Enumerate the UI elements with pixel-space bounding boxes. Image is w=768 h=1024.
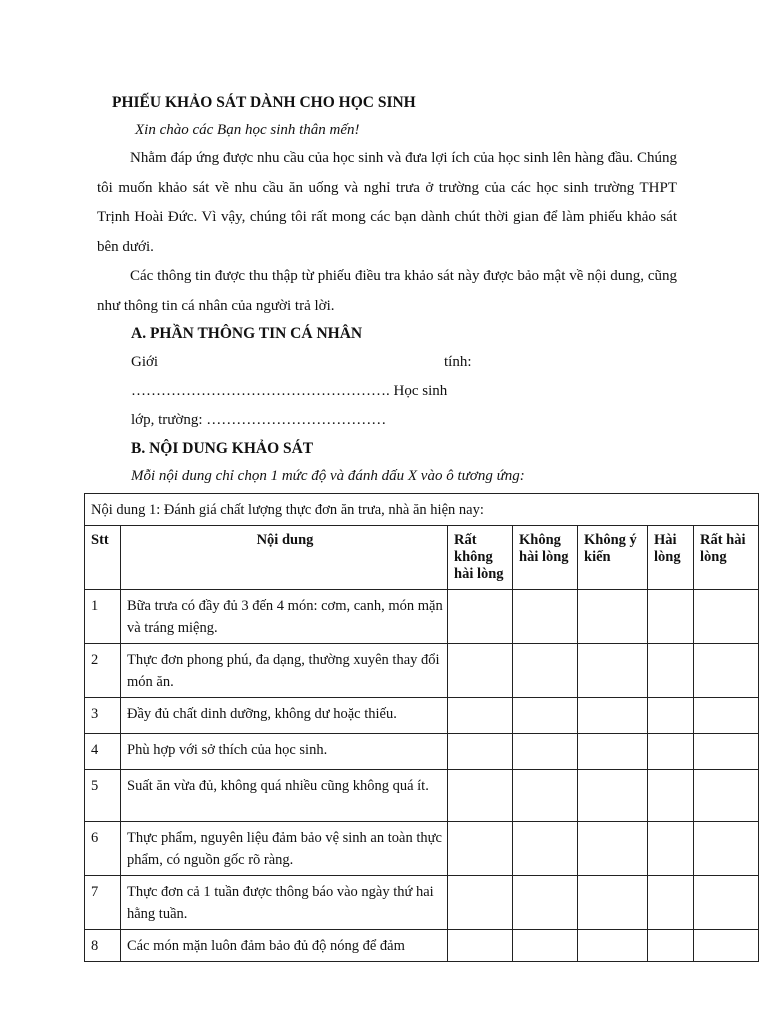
rating-cell[interactable]: [448, 698, 513, 734]
rating-cell[interactable]: [578, 698, 648, 734]
rating-cell[interactable]: [578, 876, 648, 930]
privacy-paragraph: Các thông tin được thu thập từ phiếu điều tra khảo sát này được bảo mật về nội dung, cũng như thông tin cá nhân của người trả lời.: [97, 268, 677, 314]
rating-cell[interactable]: [448, 770, 513, 822]
rating-cell[interactable]: [694, 876, 759, 930]
rating-cell[interactable]: [694, 644, 759, 698]
rating-cell[interactable]: [578, 822, 648, 876]
row-number: 8: [85, 930, 121, 962]
instruction-text: Mỗi nội dung chỉ chọn 1 mức độ và đánh dấu X vào ô tương ứng:: [131, 468, 525, 484]
row-content: Bữa trưa có đầy đủ 3 đến 4 món: cơm, canh, món mặn và tráng miệng.: [121, 590, 448, 644]
rating-cell[interactable]: [648, 930, 694, 962]
rating-cell[interactable]: [513, 930, 578, 962]
rating-cell[interactable]: [648, 822, 694, 876]
section-a-heading: A. PHẦN THÔNG TIN CÁ NHÂN: [131, 325, 363, 342]
rating-cell[interactable]: [513, 876, 578, 930]
rating-cell[interactable]: [578, 590, 648, 644]
rating-cell[interactable]: [578, 734, 648, 770]
table-row: [85, 734, 759, 770]
survey-table: [84, 493, 759, 962]
table-row: [85, 822, 759, 876]
rating-cell[interactable]: [694, 930, 759, 962]
rating-cell[interactable]: [578, 644, 648, 698]
rating-cell[interactable]: [648, 644, 694, 698]
rating-cell[interactable]: [448, 822, 513, 876]
rating-cell[interactable]: [578, 770, 648, 822]
table-row: [85, 770, 759, 822]
rating-cell[interactable]: [694, 698, 759, 734]
header-content: Nội dung: [121, 526, 448, 590]
rating-cell[interactable]: [513, 644, 578, 698]
rating-cell[interactable]: [694, 770, 759, 822]
intro-paragraph: Nhằm đáp ứng được nhu cầu của học sinh và đưa lợi ích của học sinh lên hàng đầu. Chúng tôi muốn khảo sát về nhu cầu ăn uống và nghỉ trưa ở trường của các học sinh trường THPT Trịnh Hoài Đức. Vì vậy, chúng tôi rất mong các bạn dành chút thời gian để làm phiếu khảo sát bên dưới.: [97, 150, 677, 255]
rating-cell[interactable]: [513, 822, 578, 876]
table-header-row: [85, 526, 759, 590]
header-very-unsatisfied: Rất không hài lòng: [448, 526, 513, 590]
row-content: Các món mặn luôn đảm bảo đủ độ nóng để đảm: [121, 930, 448, 962]
rating-cell[interactable]: [578, 930, 648, 962]
rating-cell[interactable]: [648, 734, 694, 770]
table-row: [85, 644, 759, 698]
rating-cell[interactable]: [513, 734, 578, 770]
header-unsatisfied: Không hài lòng: [513, 526, 578, 590]
table-row: [85, 930, 759, 962]
rating-cell[interactable]: [448, 930, 513, 962]
rating-cell[interactable]: [648, 876, 694, 930]
row-content: Phù hợp với sở thích của học sinh.: [121, 734, 448, 770]
rating-cell[interactable]: [694, 590, 759, 644]
rating-cell[interactable]: [448, 590, 513, 644]
row-number: 6: [85, 822, 121, 876]
student-dots-line: ……………………………………………. Học sinh: [131, 383, 448, 399]
gender-label-suffix: tính:: [444, 354, 472, 370]
section-b-heading: B. NỘI DUNG KHẢO SÁT: [131, 440, 314, 457]
class-school-line: lớp, trường: ………………………………: [131, 412, 387, 428]
rating-cell[interactable]: [513, 698, 578, 734]
rating-cell[interactable]: [513, 590, 578, 644]
rating-cell[interactable]: [648, 770, 694, 822]
rating-cell[interactable]: [448, 644, 513, 698]
gender-label: Giới: [131, 354, 159, 370]
header-no-opinion: Không ý kiến: [578, 526, 648, 590]
row-content: Đầy đủ chất dinh dưỡng, không dư hoặc thiếu.: [121, 698, 448, 734]
row-number: 5: [85, 770, 121, 822]
row-number: 7: [85, 876, 121, 930]
table-section-title: Nội dung 1: Đánh giá chất lượng thực đơn ăn trưa, nhà ăn hiện nay:: [85, 494, 759, 526]
table-row: [85, 590, 759, 644]
rating-cell[interactable]: [694, 734, 759, 770]
row-number: 1: [85, 590, 121, 644]
table-row: [85, 876, 759, 930]
greeting: Xin chào các Bạn học sinh thân mến!: [135, 122, 360, 138]
rating-cell[interactable]: [448, 734, 513, 770]
header-stt: Stt: [85, 526, 121, 590]
row-number: 3: [85, 698, 121, 734]
header-satisfied: Hài lòng: [648, 526, 694, 590]
row-content: Thực phẩm, nguyên liệu đảm bảo vệ sinh an toàn thực phẩm, có nguồn gốc rõ ràng.: [121, 822, 448, 876]
rating-cell[interactable]: [694, 822, 759, 876]
page-title: PHIẾU KHẢO SÁT DÀNH CHO HỌC SINH: [112, 94, 416, 111]
rating-cell[interactable]: [648, 590, 694, 644]
row-content: Thực đơn phong phú, đa dạng, thường xuyên thay đổi món ăn.: [121, 644, 448, 698]
row-number: 2: [85, 644, 121, 698]
header-very-satisfied: Rất hài lòng: [694, 526, 759, 590]
rating-cell[interactable]: [448, 876, 513, 930]
table-row: [85, 698, 759, 734]
row-content: Thực đơn cả 1 tuần được thông báo vào ngày thứ hai hằng tuần.: [121, 876, 448, 930]
rating-cell[interactable]: [513, 770, 578, 822]
row-number: 4: [85, 734, 121, 770]
row-content: Suất ăn vừa đủ, không quá nhiều cũng không quá ít.: [121, 770, 448, 822]
table-section-row: [85, 494, 759, 526]
rating-cell[interactable]: [648, 698, 694, 734]
